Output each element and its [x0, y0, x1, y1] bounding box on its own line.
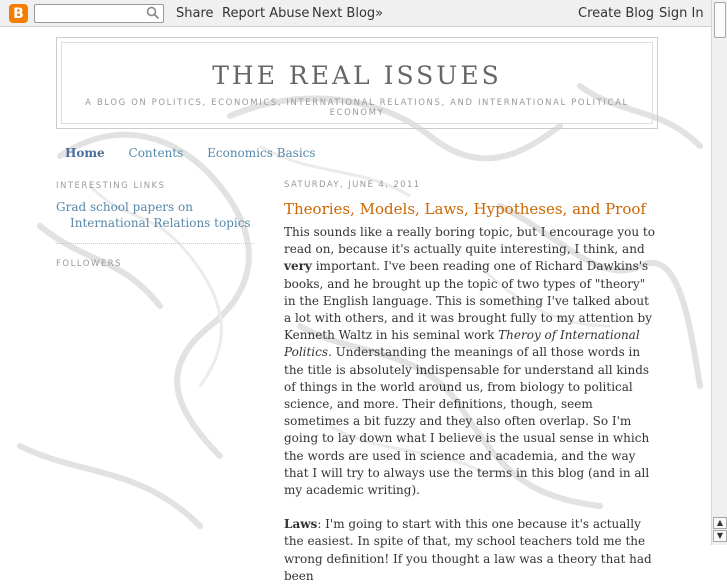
post-bold-text: Laws — [284, 517, 318, 532]
sidebar-divider — [56, 243, 254, 244]
main-content — [284, 180, 657, 585]
post-paragraph-1 — [284, 224, 657, 499]
sidebar-link-grad-school-papers[interactable]: Grad school papers on International Relations topics — [56, 200, 251, 230]
post-title[interactable]: Theories, Models, Laws, Hypotheses, and Proof — [284, 200, 646, 218]
navbar-search-input[interactable] — [35, 5, 145, 22]
next-blog-link[interactable]: Next Blog» — [312, 6, 384, 21]
sign-in-link[interactable]: Sign In — [659, 6, 704, 21]
blog-header — [56, 37, 658, 129]
scrollbar-thumb[interactable] — [714, 2, 726, 38]
post-text: : I'm going to start with this one because it's actually the easiest. In spite of that, my school teachers told me the wrong definition! If you thought a law was a theory that had been — [284, 517, 652, 583]
tab-home[interactable]: Home — [65, 146, 105, 160]
navbar-search-box — [34, 4, 164, 23]
post-body — [284, 224, 657, 585]
post-text: This sounds like a really boring topic, but I encourage you to read on, because it's actually quite interesting, I think, and — [284, 225, 655, 257]
scroll-up-arrow-icon[interactable]: ▲ — [713, 517, 727, 529]
page-tabs — [65, 146, 336, 160]
scroll-down-arrow-icon[interactable]: ▼ — [713, 530, 727, 542]
blog-title[interactable]: THE REAL ISSUES — [212, 61, 502, 90]
blog-description: A BLOG ON POLITICS, ECONOMICS, INTERNATIONAL RELATIONS, AND INTERNATIONAL POLITICAL ECONOMY — [85, 98, 629, 118]
blogger-navbar — [0, 0, 727, 27]
report-abuse-link[interactable]: Report Abuse — [222, 6, 310, 21]
tab-contents[interactable]: Contents — [128, 146, 184, 160]
search-icon[interactable] — [146, 6, 160, 20]
blog-header-inner — [61, 42, 653, 124]
post-italic-text: Theroy of International Politics — [284, 328, 640, 360]
vertical-scrollbar[interactable] — [711, 0, 727, 545]
create-blog-link[interactable]: Create Blog — [578, 6, 655, 21]
post-text: . Understanding the meanings of all those words in the title is absolutely indispensable for understand all kinds of things in the world around us, from biology to political science, and more. Their definitions, though, seem sometimes a bit fuzzy and they also often overlap. So I'm going to lay down what I believe is the usual sense in which the words are used in science and academia, and the way that I will try to always use the terms in this blog (and in all my academic writing). — [284, 345, 650, 498]
share-link[interactable]: Share — [176, 6, 214, 21]
post-paragraph-2 — [284, 516, 657, 585]
tab-economics-basics[interactable]: Economics Basics — [207, 146, 316, 160]
interesting-links-heading: INTERESTING LINKS — [56, 181, 166, 191]
blogger-logo-icon[interactable]: B — [9, 4, 28, 23]
followers-heading: FOLLOWERS — [56, 259, 123, 269]
post-text: important. I've been reading one of Richard Dawkins's books, and he brought up the topic of two types of "theory" in the English language. This is something I've talked about a lot with others, and it was brought fully to my attention by Kenneth Waltz in his seminal work — [284, 259, 653, 343]
post-date: SATURDAY, JUNE 4, 2011 — [284, 180, 421, 190]
post-bold-text: very — [284, 259, 312, 274]
sidebar — [56, 181, 256, 269]
